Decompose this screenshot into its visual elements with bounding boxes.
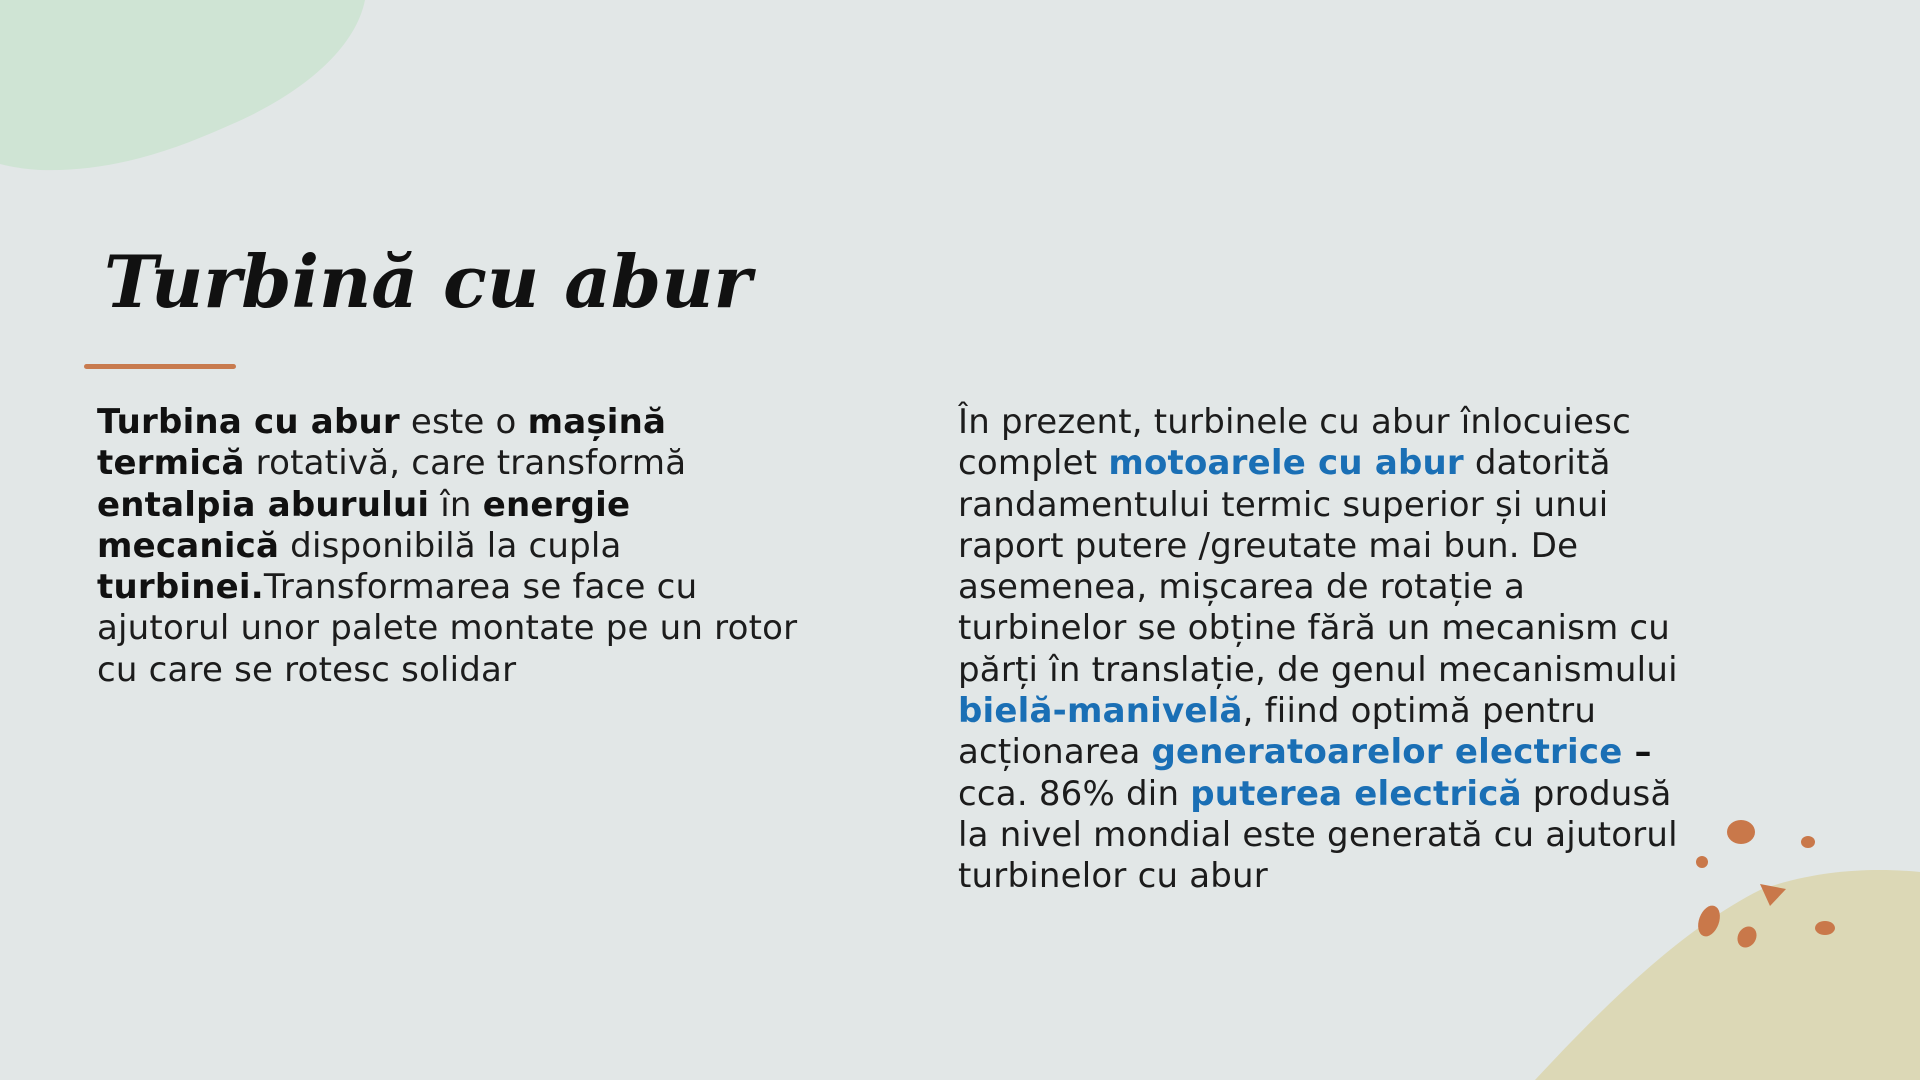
link-generatoarelor-electrice[interactable]: generatoarelor electrice <box>1151 732 1623 773</box>
tan-blob-shape <box>1535 870 1920 1080</box>
term-turbina-cu-abur: Turbina cu abur <box>97 402 400 442</box>
term-entalpia-aburului: entalpia aburului <box>97 484 430 525</box>
title-underline <box>84 364 236 369</box>
term-energie-mecanica: energie mecanică <box>97 484 631 566</box>
text-segment: datorită randamentului termic superior și unui raport putere /greutate mai bun. De asemenea, mișcarea de rotație a turbinelor se obține fără un mecanism cu părți în translație, de genul mecanismului <box>958 443 1678 690</box>
text-segment: produsă la nivel mondial este generată cu ajutorul turbinelor cu abur <box>958 773 1678 897</box>
term-masina-termica: mașină termică <box>97 402 667 484</box>
text-segment: cca. 86% din <box>958 773 1191 814</box>
left-text-column <box>97 402 817 691</box>
green-blob-shape <box>0 0 365 170</box>
right-text-column <box>958 402 1678 898</box>
text-segment: este o <box>399 402 528 442</box>
term-turbinei: turbinei. <box>97 567 264 608</box>
text-segment: disponibilă la cupla <box>279 525 622 566</box>
link-puterea-electrica[interactable]: puterea electrică <box>1190 773 1522 814</box>
link-motoarele-cu-abur[interactable]: motoarele cu abur <box>1108 443 1464 484</box>
dash-separator: – <box>1622 732 1652 773</box>
text-segment: , fiind optimă pentru acționarea <box>958 691 1597 773</box>
slide-title: Turbină cu abur <box>104 239 752 324</box>
text-segment: În prezent, turbinele cu abur înlocuiesc complet <box>958 402 1631 484</box>
link-biela-manivela[interactable]: bielă-manivelă <box>958 691 1243 732</box>
text-segment: rotativă, care transformă <box>244 443 687 484</box>
text-segment: în <box>429 484 483 525</box>
text-segment: Transformarea se face cu ajutorul unor palete montate pe un rotor cu care se rotesc solidar <box>97 567 798 690</box>
